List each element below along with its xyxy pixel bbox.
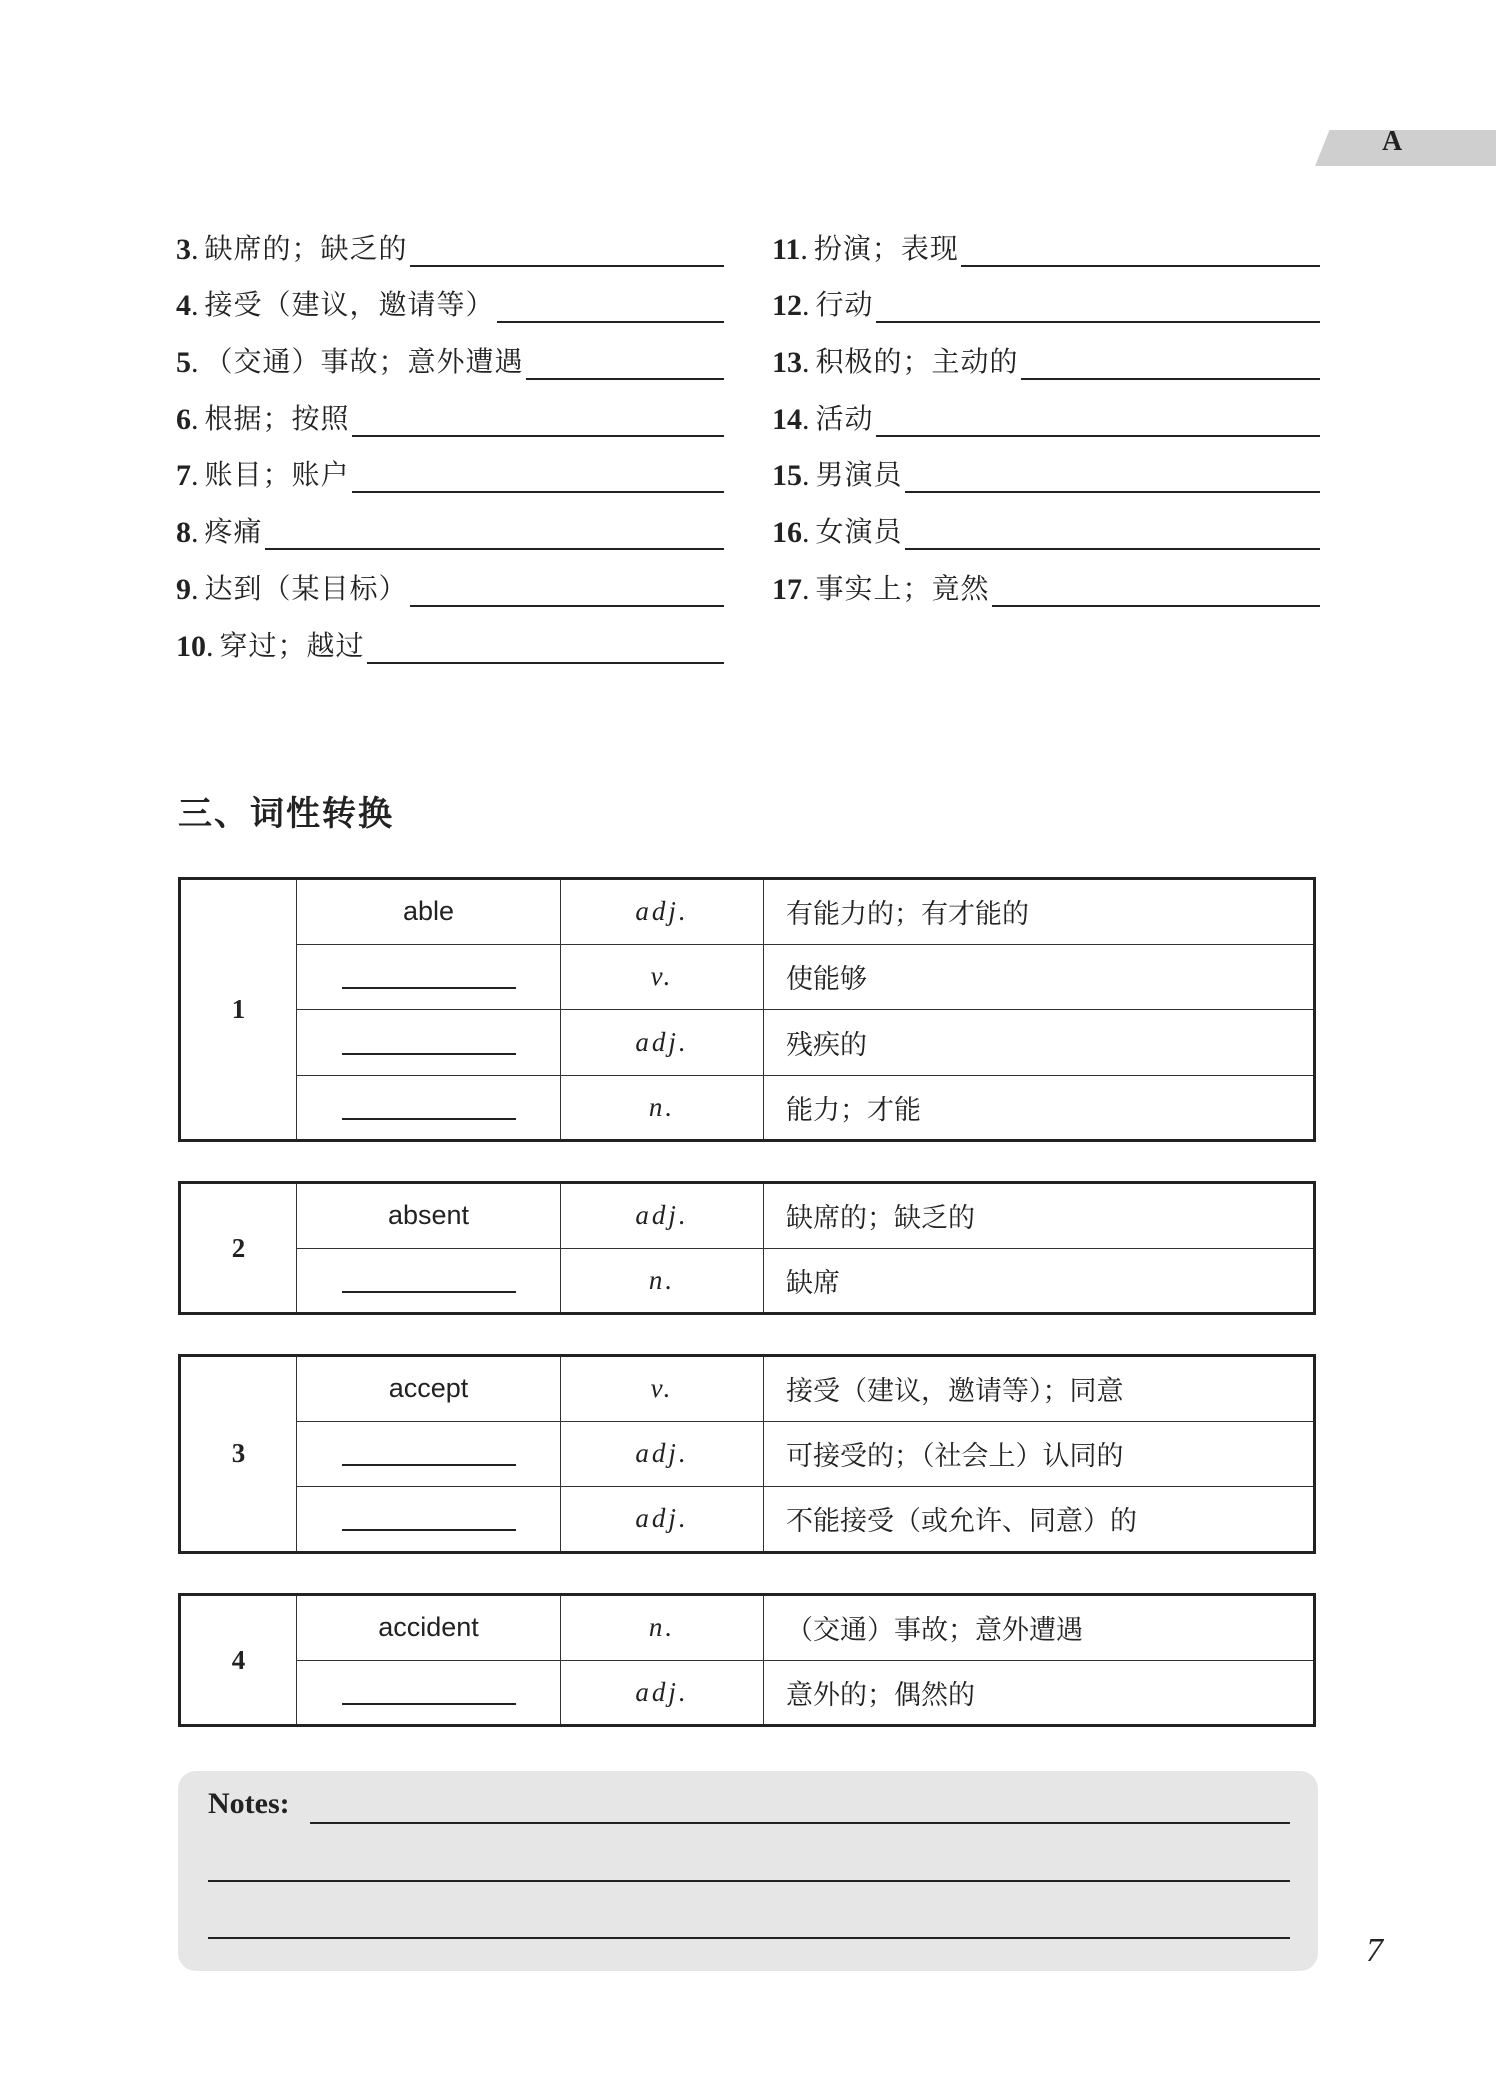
conversion-table — [178, 1181, 1316, 1315]
meaning-cell: 使能够 — [764, 944, 1315, 1010]
part-of-speech: adj. — [561, 1010, 764, 1076]
word-cell — [297, 1660, 561, 1726]
vocab-dot: . — [191, 346, 199, 380]
word-cell — [297, 944, 561, 1010]
notes-line[interactable] — [208, 1880, 1290, 1882]
table-row — [180, 1595, 1315, 1661]
vocab-dot: . — [191, 572, 199, 606]
meaning-cell: 意外的；偶然的 — [764, 1660, 1315, 1726]
vocab-meaning: 扮演；表现 — [813, 231, 959, 265]
part-of-speech: n. — [561, 1248, 764, 1314]
vocab-number: 7 — [176, 459, 191, 493]
vocab-list-left — [176, 222, 724, 676]
word-cell: absent — [297, 1183, 561, 1249]
vocab-item — [176, 562, 724, 619]
word-cell: able — [297, 879, 561, 945]
vocab-item — [176, 222, 724, 279]
group-number: 1 — [180, 879, 297, 1141]
meaning-cell: 可接受的；（社会上）认同的 — [764, 1421, 1315, 1487]
answer-blank[interactable] — [961, 263, 1320, 267]
vocab-list-right — [772, 222, 1320, 619]
vocab-dot: . — [802, 402, 810, 436]
answer-blank[interactable] — [265, 546, 724, 550]
table-row — [180, 1075, 1315, 1141]
vocab-number: 3 — [176, 232, 191, 266]
answer-blank[interactable] — [367, 660, 724, 664]
vocab-number: 10 — [176, 629, 206, 663]
word-cell — [297, 1421, 561, 1487]
vocab-item — [772, 392, 1320, 449]
vocab-dot: . — [191, 232, 199, 266]
word-cell — [297, 1487, 561, 1553]
vocab-number: 4 — [176, 289, 191, 323]
word-cell: accident — [297, 1595, 561, 1661]
vocab-dot: . — [800, 232, 808, 266]
notes-box — [178, 1771, 1318, 1971]
vocab-meaning: 积极的；主动的 — [815, 345, 1019, 379]
vocab-meaning: 疼痛 — [204, 515, 263, 549]
vocab-dot: . — [802, 459, 810, 493]
answer-blank[interactable] — [1021, 376, 1320, 380]
vocab-meaning: 事实上；竟然 — [815, 571, 990, 605]
vocab-item — [772, 279, 1320, 336]
meaning-cell: 残疾的 — [764, 1010, 1315, 1076]
part-of-speech: adj. — [561, 1421, 764, 1487]
meaning-cell: （交通）事故；意外遭遇 — [764, 1595, 1315, 1661]
vocab-dot: . — [191, 516, 199, 550]
meaning-cell: 缺席 — [764, 1248, 1315, 1314]
answer-blank[interactable] — [497, 319, 724, 323]
part-of-speech: adj. — [561, 879, 764, 945]
vocab-item — [176, 505, 724, 562]
meaning-cell: 能力；才能 — [764, 1075, 1315, 1141]
table-row — [180, 1183, 1315, 1249]
vocab-number: 13 — [772, 346, 802, 380]
vocab-number: 9 — [176, 572, 191, 606]
table-row — [180, 1421, 1315, 1487]
vocab-meaning: 接受（建议，邀请等） — [204, 288, 495, 322]
vocab-number: 17 — [772, 572, 802, 606]
answer-blank[interactable] — [342, 1444, 516, 1466]
notes-line[interactable] — [310, 1822, 1290, 1824]
answer-blank[interactable] — [342, 1098, 516, 1120]
vocab-meaning: （交通）事故；意外遭遇 — [204, 345, 524, 379]
answer-blank[interactable] — [410, 603, 724, 607]
answer-blank[interactable] — [342, 1033, 516, 1055]
vocab-meaning: 达到（某目标） — [204, 571, 408, 605]
word-cell: accept — [297, 1356, 561, 1422]
answer-blank[interactable] — [342, 1683, 516, 1705]
group-number: 3 — [180, 1356, 297, 1553]
chapter-tab-letter: A — [1382, 126, 1403, 157]
word-cell — [297, 1010, 561, 1076]
vocab-number: 12 — [772, 289, 802, 323]
page-number: 7 — [1366, 1932, 1383, 1969]
answer-blank[interactable] — [992, 603, 1320, 607]
vocab-dot: . — [802, 289, 810, 323]
conversion-table — [178, 1593, 1316, 1727]
vocab-item — [176, 279, 724, 336]
vocab-dot: . — [191, 289, 199, 323]
vocab-meaning: 女演员 — [815, 515, 903, 549]
table-row — [180, 1248, 1315, 1314]
vocab-dot: . — [206, 629, 214, 663]
vocab-item — [176, 392, 724, 449]
part-of-speech: v. — [561, 944, 764, 1010]
vocab-item — [176, 619, 724, 676]
vocab-number: 5 — [176, 346, 191, 380]
part-of-speech: adj. — [561, 1183, 764, 1249]
part-of-speech: n. — [561, 1075, 764, 1141]
answer-blank[interactable] — [352, 433, 724, 437]
meaning-cell: 不能接受（或允许、同意）的 — [764, 1487, 1315, 1553]
answer-blank[interactable] — [352, 489, 724, 493]
conversion-table — [178, 1354, 1316, 1554]
vocab-meaning: 缺席的；缺乏的 — [204, 231, 408, 265]
vocab-number: 8 — [176, 516, 191, 550]
meaning-cell: 缺席的；缺乏的 — [764, 1183, 1315, 1249]
table-row — [180, 944, 1315, 1010]
notes-line[interactable] — [208, 1937, 1290, 1939]
part-of-speech: v. — [561, 1356, 764, 1422]
meaning-cell: 接受（建议，邀请等）；同意 — [764, 1356, 1315, 1422]
vocab-dot: . — [191, 459, 199, 493]
answer-blank[interactable] — [876, 433, 1320, 437]
word-cell — [297, 1248, 561, 1314]
vocab-meaning: 行动 — [815, 288, 874, 322]
word-cell — [297, 1075, 561, 1141]
vocab-meaning: 根据；按照 — [204, 401, 350, 435]
vocab-meaning: 穿过；越过 — [219, 628, 365, 662]
vocab-dot: . — [802, 572, 810, 606]
vocab-item — [772, 222, 1320, 279]
answer-blank[interactable] — [342, 967, 516, 989]
answer-blank[interactable] — [526, 376, 724, 380]
answer-blank[interactable] — [905, 489, 1320, 493]
table-row — [180, 1356, 1315, 1422]
vocab-item — [772, 449, 1320, 506]
vocab-item — [176, 449, 724, 506]
vocab-number: 6 — [176, 402, 191, 436]
table-row — [180, 879, 1315, 945]
vocab-dot: . — [191, 402, 199, 436]
vocab-meaning: 账目；账户 — [204, 458, 350, 492]
table-row — [180, 1010, 1315, 1076]
chapter-tab — [1315, 130, 1496, 166]
meaning-cell: 有能力的；有才能的 — [764, 879, 1315, 945]
vocab-meaning: 男演员 — [815, 458, 903, 492]
vocab-number: 16 — [772, 516, 802, 550]
part-of-speech: adj. — [561, 1487, 764, 1553]
part-of-speech: n. — [561, 1595, 764, 1661]
answer-blank[interactable] — [410, 263, 724, 267]
group-number: 2 — [180, 1183, 297, 1314]
vocab-item — [176, 335, 724, 392]
vocab-dot: . — [802, 516, 810, 550]
vocab-item — [772, 505, 1320, 562]
vocab-item — [772, 562, 1320, 619]
vocab-number: 14 — [772, 402, 802, 436]
table-row — [180, 1660, 1315, 1726]
answer-blank[interactable] — [342, 1509, 516, 1531]
vocab-meaning: 活动 — [815, 401, 874, 435]
vocab-number: 15 — [772, 459, 802, 493]
part-of-speech: adj. — [561, 1660, 764, 1726]
answer-blank[interactable] — [876, 319, 1320, 323]
group-number: 4 — [180, 1595, 297, 1726]
answer-blank[interactable] — [905, 546, 1320, 550]
conversion-table — [178, 877, 1316, 1142]
section-title: 三、词性转换 — [178, 794, 394, 834]
vocab-dot: . — [802, 346, 810, 380]
vocab-item — [772, 335, 1320, 392]
vocab-number: 11 — [772, 232, 801, 266]
table-row — [180, 1487, 1315, 1553]
answer-blank[interactable] — [342, 1271, 516, 1293]
notes-label: Notes: — [208, 1787, 290, 1820]
